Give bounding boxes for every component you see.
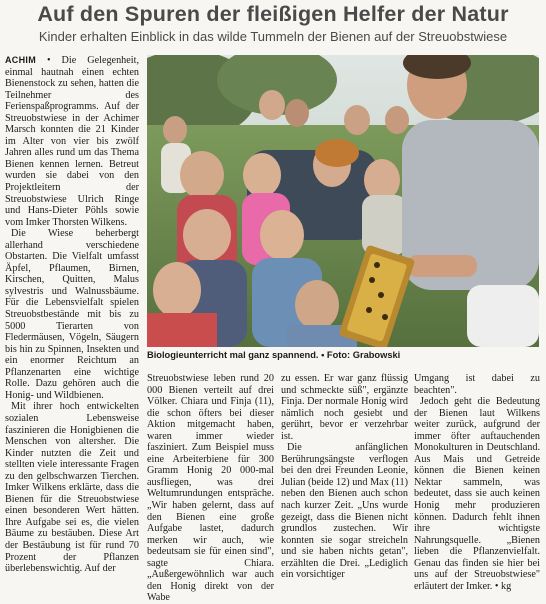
column4-paragraph-1: Umgang ist dabei zu beachten".: [414, 373, 540, 396]
dateline: ACHIM: [5, 55, 36, 65]
column4-paragraph-2: Jedoch geht die Bedeutung der Bienen laut Wilkens weiter zurück, aufgrund der immer öfter auftauchenden Monokulturen in Deutschland. Aus Mais und Getreide können die Bienen keinen Nektar sammeln, was bedeutet, dass sie auch keinen Honig mehr produzieren können. Dadurch fehlt ihnen ihre wichtigste Nahrungsquelle. „Bienen lieben die Pflanzenvielfalt. Genau das finden sie hier bei uns auf der Streuobstwiese" erläutert der Imker. • kg: [414, 396, 540, 592]
headline: Auf den Spuren der fleißigen Helfer der Natur: [37, 2, 509, 26]
column2-paragraph-1: Streuobstwiese leben rund 20 000 Bienen verteilt auf drei Völker. Chiara und Finja (11), die schon öfters bei dieser Aktion mitgemacht haben, waren immer wieder fasziniert. Zum Beispiel muss eine Arbeiterbiene für 300 Gramm Honig 20 000-mal ausfliegen, was drei Weltumrundungen entspräche. „Wir haben gelernt, dass auf den Bienen eine große Aufgabe lastet, dadurch merken wir auch, wie bedeutsam sie für einen sind", sagte Chiara. „Außergewöhnlich war auch den Honig direkt von der Wabe: [147, 373, 274, 604]
subheadline: Kinder erhalten Einblick in das wilde Tummeln der Bienen auf der Streuobstwiese: [38, 29, 508, 44]
photo-caption: Biologieunterricht mal ganz spannend. • Foto: Grabowski: [147, 350, 401, 360]
column1-paragraph-2: Die Wiese beherbergt allerhand verschiedene Obstarten. Die Vielfalt umfasst Äpfel, Pflaumen, Birnen, Kirschen, Quitten, Malus sylvestris und Walnussbäume. Für die Lebensvielfalt spielen Streuobstbestände mit bis zu 5000 Tierarten von Fledermäusen, Vögeln, Säugern bis hin zu Spinnen, Insekten und ein enormer Reichtum an Pflanzenarten eine wichtige Rolle. Dazu gehören auch die Honig- und Wildbienen.: [5, 228, 139, 401]
photo-children-beekeeper: [147, 55, 539, 347]
text-column-2: [147, 373, 274, 604]
text-column-3: [281, 373, 408, 581]
text-column-4: [414, 373, 540, 592]
article-photo: [147, 55, 539, 347]
column3-paragraph-2: Die anfänglichen Berührungsängste verflogen bei den drei Freunden Leonie, Julian (beide 12) und Max (11) neben den Bienen auch schon nach kurzer Zeit. „Uns wurde gezeigt, dass die Bienen nicht grundlos zustechen. Wir konnten sie sogar streicheln und sie haben nichts getan", erzählten die Drei. „Lediglich ein vorsichtiger: [281, 442, 408, 581]
column1-paragraph-1: • Die Gelegenheit, einmal hautnah einen echten Bienenstock zu sehen, hatten die Teilnehmer des Ferienspaßprogramms. Auf der Streuobstwiese in der Achimer Marsch konnten die 21 Kinder im Alter von vier bis zwölf Jahren alles rund um das Thema Bienen kennen lernen. Betreut wurden sie dabei von den Projektleitern der Streuobstwiese Ulrich Ringe und Hans-Dieter Pöhls sowie vom Imker Thorsten Wilkens.: [5, 55, 139, 228]
text-column-1: [5, 55, 139, 575]
column1-paragraph-3: Mit ihrer hoch entwickelten sozialen Lebensweise faszinieren die Honigbienen die Menschen von altersher. Die Kinder nutzten die Zeit und stellten viele interessante Fragen zu den gelbschwarzen Tierchen. Imker Wilkens erklärte, dass die Bienen für die Streuobstwiese einen besonderen Wert hätten. Ihre Aufgabe sei es, die vielen Bäume zu bestäuben. Diese Art der Bestäubung ist für rund 70 Prozent der Pflanzen überlebenswichtig. Auf der: [5, 401, 139, 575]
column3-paragraph-1: zu essen. Er war ganz flüssig und schmeckte süß", ergänzte Finja. Der normale Honig wird nämlich noch gesiebt und gerührt, bevor er verzehrbar ist.: [281, 373, 408, 442]
